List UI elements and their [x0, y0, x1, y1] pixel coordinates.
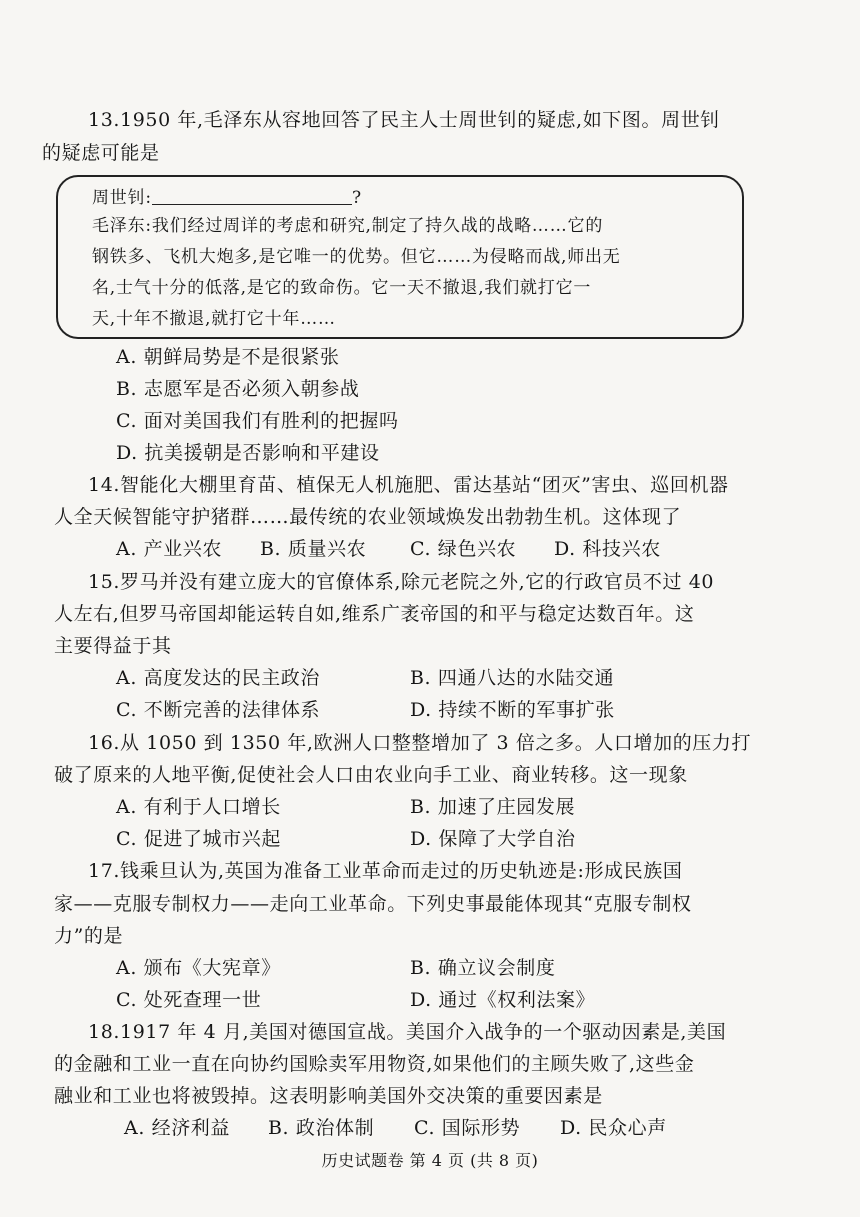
q18-option-d[interactable]: D. 民众心声: [560, 1117, 667, 1139]
page-footer: 历史试题卷 第 4 页 (共 8 页): [321, 1151, 539, 1170]
q13-option-d[interactable]: D. 抗美援朝是否影响和平建设: [116, 442, 380, 464]
q16-stem-line1: 16.从 1050 到 1350 年,欧洲人口整整增加了 3 倍之多。人口增加的压力打: [88, 732, 752, 754]
dialog-speaker-line: [92, 187, 362, 209]
q13-option-b[interactable]: B. 志愿军是否必须入朝参战: [116, 378, 360, 400]
q14-stem-line2: 人全天候智能守护猪群……最传统的农业领域焕发出勃勃生机。这体现了: [54, 506, 682, 528]
q17-stem-line1: 17.钱乘旦认为,英国为准备工业革命而走过的历史轨迹是:形成民族国: [88, 860, 683, 882]
q17-option-a[interactable]: A. 颁布《大宪章》: [116, 957, 281, 979]
q18-option-a[interactable]: A. 经济利益: [124, 1117, 231, 1139]
q18-option-c[interactable]: C. 国际形势: [414, 1117, 521, 1139]
q16-option-b[interactable]: B. 加速了庄园发展: [410, 796, 576, 818]
q17-option-c[interactable]: C. 处死查理一世: [116, 989, 262, 1011]
q18-stem-line2: 的金融和工业一直在向协约国赊卖军用物资,如果他们的主顾失败了,这些金: [54, 1053, 695, 1075]
q16-stem-line2: 破了原来的人地平衡,促使社会人口由农业向手工业、商业转移。这一现象: [54, 764, 688, 786]
dialog-question-mark: ?: [351, 188, 362, 208]
q15-option-d[interactable]: D. 持续不断的军事扩张: [410, 699, 615, 721]
dialog-blank: [152, 188, 352, 205]
dialog-line-4: 天,十年不撤退,就打它十年……: [92, 309, 336, 329]
q13-option-a[interactable]: A. 朝鲜局势是不是很紧张: [116, 346, 340, 368]
q15-option-a[interactable]: A. 高度发达的民主政治: [116, 667, 321, 689]
q18-stem-line1: 18.1917 年 4 月,美国对德国宣战。美国介入战争的一个驱动因素是,美国: [88, 1021, 727, 1043]
q15-stem-line1: 15.罗马并没有建立庞大的官僚体系,除元老院之外,它的行政官员不过 40: [88, 571, 715, 593]
dialog-box: [56, 175, 744, 339]
dialog-line-2: 钢铁多、飞机大炮多,是它唯一的优势。但它……为侵略而战,师出无: [92, 247, 621, 267]
q17-stem-line2: 家——克服专制权力——走向工业革命。下列史事最能体现其“克服专制权: [54, 893, 692, 915]
q15-option-b[interactable]: B. 四通八达的水陆交通: [410, 667, 615, 689]
q15-option-c[interactable]: C. 不断完善的法律体系: [116, 699, 321, 721]
q13-stem-line1: 13.1950 年,毛泽东从容地回答了民主人士周世钊的疑虑,如下图。周世钊: [88, 109, 720, 131]
q14-option-b[interactable]: B. 质量兴农: [260, 538, 367, 560]
q17-option-d[interactable]: D. 通过《权利法案》: [410, 989, 596, 1011]
q16-option-a[interactable]: A. 有利于人口增长: [116, 796, 281, 818]
dialog-speaker-zhou: 周世钊:: [92, 188, 152, 208]
q13-stem-line2: 的疑虑可能是: [42, 142, 160, 164]
q17-stem-line3: 力”的是: [54, 925, 124, 947]
q18-stem-line3: 融业和工业也将被毁掉。这表明影响美国外交决策的重要因素是: [54, 1085, 603, 1107]
q15-stem-line2: 人左右,但罗马帝国却能运转自如,维系广袤帝国的和平与稳定达数百年。这: [54, 603, 695, 625]
q13-option-c[interactable]: C. 面对美国我们有胜利的把握吗: [116, 410, 399, 432]
q14-stem-line1: 14.智能化大棚里育苗、植保无人机施肥、雷达基站“团灭”害虫、巡回机器: [88, 474, 729, 496]
q18-option-b[interactable]: B. 政治体制: [268, 1117, 375, 1139]
q14-option-a[interactable]: A. 产业兴农: [116, 538, 223, 560]
q14-option-d[interactable]: D. 科技兴农: [554, 538, 661, 560]
dialog-line-1: 毛泽东:我们经过周详的考虑和研究,制定了持久战的战略……它的: [92, 216, 604, 236]
q16-option-d[interactable]: D. 保障了大学自治: [410, 828, 576, 850]
q16-option-c[interactable]: C. 促进了城市兴起: [116, 828, 281, 850]
q15-stem-line3: 主要得益于其: [54, 635, 172, 657]
q14-option-c[interactable]: C. 绿色兴农: [410, 538, 517, 560]
q17-option-b[interactable]: B. 确立议会制度: [410, 957, 556, 979]
dialog-line-3: 名,士气十分的低落,是它的致命伤。它一天不撤退,我们就打它一: [92, 278, 592, 298]
